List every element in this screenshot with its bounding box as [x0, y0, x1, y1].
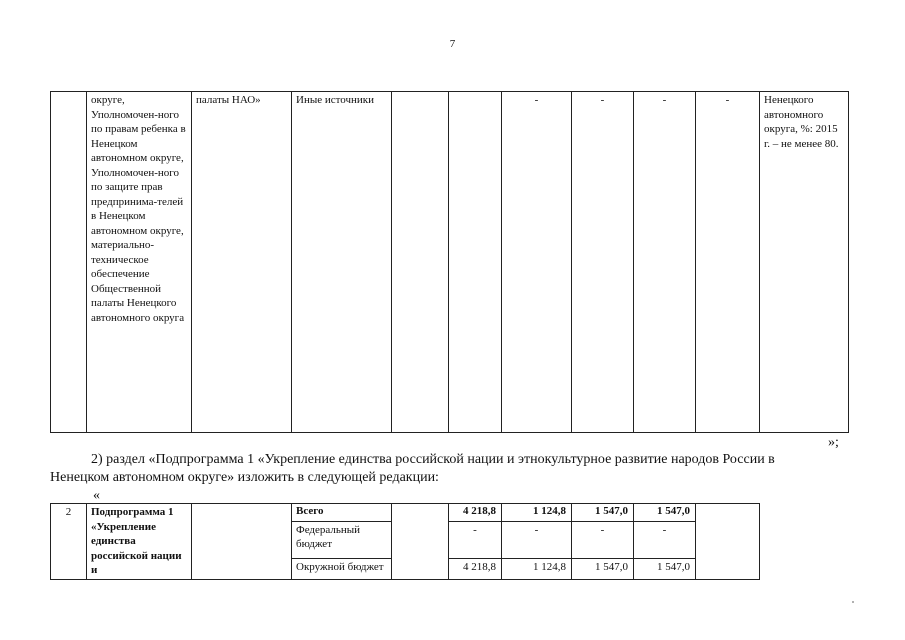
table-row [51, 504, 849, 522]
cell-value: - [634, 521, 696, 558]
cell-value: - [572, 92, 634, 433]
page-number: 7 [449, 38, 456, 50]
paragraph-line-2: Ненецком автономном округе» изложить в следующей редакции: [50, 470, 439, 485]
cell-value: 1 547,0 [634, 558, 696, 579]
table-subprogram [50, 503, 849, 580]
cell-responsible: округе, Уполномочен-ного по правам ребенка в Ненецком автономном округе, Уполномочен-ного по защите прав предпринима-телей в Ненецком автономном округе, материально-техническое обеспечение Общественной палаты Ненецкого автономного округа [87, 92, 192, 433]
table-row [51, 92, 849, 433]
cell-value: - [696, 92, 760, 433]
cell-source: Федеральный бюджет [292, 521, 392, 558]
cell-source: Всего [292, 504, 392, 522]
scan-speck [852, 601, 854, 603]
cell-empty [192, 504, 292, 580]
paragraph-line-1: 2) раздел «Подпрограмма 1 «Укрепление единства российской нации и этнокультурное развитие народов России в [91, 452, 775, 467]
cell-indicator: Ненецкого автономного округа, %: 2015 г. – не менее 80. [760, 92, 849, 433]
cell-value: 1 547,0 [572, 504, 634, 522]
cell-empty [449, 92, 502, 433]
cell-value: 1 547,0 [634, 504, 696, 522]
cell-source: Окружной бюджет [292, 558, 392, 579]
cell-value: - [634, 92, 696, 433]
closing-quote: »; [828, 435, 839, 450]
cell-value: - [502, 521, 572, 558]
cell-value: - [572, 521, 634, 558]
cell-value: 4 218,8 [449, 558, 502, 579]
cell-empty [392, 504, 449, 580]
cell-row-number: 2 [51, 504, 87, 580]
open-quote: « [93, 488, 100, 503]
cell-value: 1 124,8 [502, 504, 572, 522]
cell-number [51, 92, 87, 433]
cell-source: Иные источники [292, 92, 392, 433]
table-continuation [50, 91, 849, 433]
cell-value: 4 218,8 [449, 504, 502, 522]
cell-empty [392, 92, 449, 433]
cell-program-title: Подпрограмма 1 «Укрепление единства российской нации и [87, 504, 192, 580]
cell-empty [696, 504, 760, 580]
cell-value: - [449, 521, 502, 558]
cell-executor: палаты НАО» [192, 92, 292, 433]
cell-value: 1 547,0 [572, 558, 634, 579]
cell-value: - [502, 92, 572, 433]
cell-value: 1 124,8 [502, 558, 572, 579]
